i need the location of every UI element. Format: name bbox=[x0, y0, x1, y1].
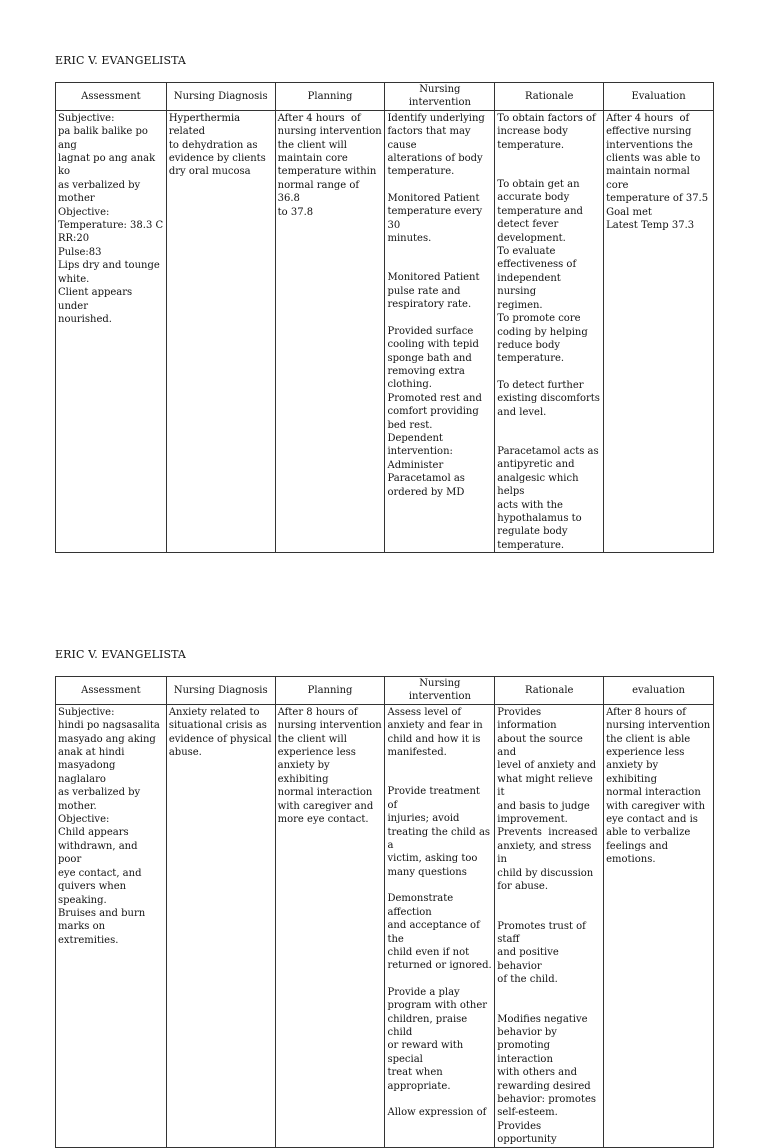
cell-line: child even if not bbox=[387, 946, 470, 958]
cell-line: about the source and bbox=[497, 733, 586, 759]
cell-line bbox=[497, 894, 601, 907]
cell-line: pa balik balike po ang bbox=[58, 126, 152, 151]
cell-line: Monitored Patient bbox=[387, 192, 480, 204]
cell-line bbox=[387, 1093, 492, 1106]
cell-line: rewarding desired bbox=[497, 1080, 591, 1092]
cell-line: clients was able to bbox=[606, 153, 701, 165]
cell-line bbox=[387, 245, 492, 258]
cell-line: regulate body bbox=[497, 526, 568, 538]
cell-line: self-esteem. bbox=[497, 1107, 558, 1119]
cell-line: After 4 hours of bbox=[606, 112, 690, 124]
cell-line: Pulse:83 bbox=[58, 246, 102, 258]
cell-line: injuries; avoid bbox=[387, 813, 460, 825]
cell-line bbox=[387, 879, 492, 892]
cell-line: returned or ignored. bbox=[387, 960, 492, 972]
cell-line: child by discussion bbox=[497, 867, 594, 879]
planning-cell bbox=[275, 704, 385, 1147]
cell-line: lagnat po ang anak ko bbox=[58, 153, 159, 178]
cell-line: with caregiver and bbox=[277, 800, 374, 812]
cell-line: Lips dry and tounge bbox=[58, 260, 160, 272]
cell-line: After 8 hours of bbox=[606, 706, 687, 718]
cell-line: Prevents increased bbox=[497, 827, 598, 839]
cell-line: withdrawn, and poor bbox=[58, 840, 141, 866]
cell-line: and basis to judge bbox=[497, 800, 590, 812]
cell-line: treating the child as a bbox=[387, 826, 494, 852]
cell-line: respiratory rate. bbox=[387, 299, 472, 311]
cell-line: minutes. bbox=[387, 233, 432, 245]
cell-line: appropriate. bbox=[387, 1080, 451, 1092]
cell-line bbox=[387, 312, 492, 325]
cell-line: improvement. bbox=[497, 814, 568, 826]
cell-line: normal interaction bbox=[277, 787, 373, 799]
cell-line: as verbalized by bbox=[58, 787, 141, 799]
header-assessment: Assessment bbox=[56, 83, 167, 111]
cell-line: accurate body bbox=[497, 192, 570, 204]
cell-line: temperature within bbox=[277, 166, 377, 178]
assessment-cell bbox=[56, 704, 167, 1147]
cell-line: maintain normal core bbox=[606, 166, 694, 191]
cell-line: normal range of 36.8 bbox=[277, 179, 363, 205]
cell-line: Bruises and burn bbox=[58, 907, 146, 919]
cell-line: detect fever bbox=[497, 219, 559, 231]
cell-line: the client will bbox=[277, 733, 347, 745]
cell-line: nourished. bbox=[58, 313, 112, 325]
cell-line: hindi po nagsasalita bbox=[58, 720, 160, 732]
cell-line: Promotes trust of staff bbox=[497, 920, 590, 945]
cell-line: evidence by clients bbox=[168, 153, 266, 165]
cell-line bbox=[497, 907, 601, 920]
cell-line: nursing intervention bbox=[606, 720, 711, 732]
cell-line: temperature. bbox=[387, 166, 455, 178]
cell-line: promoting interaction bbox=[497, 1040, 554, 1065]
cell-line: To obtain factors of bbox=[497, 112, 596, 124]
cell-line: mother. bbox=[58, 800, 97, 812]
cell-line: maintain core bbox=[277, 153, 348, 165]
cell-line: increase body bbox=[497, 126, 568, 138]
cell-line: Objective: bbox=[58, 206, 110, 218]
cell-line: experience less bbox=[606, 747, 685, 759]
cell-line: quivers when bbox=[58, 881, 127, 893]
header-planning: Planning bbox=[275, 677, 385, 705]
cell-line bbox=[387, 772, 492, 785]
evaluation-cell bbox=[604, 704, 714, 1147]
cell-line: with others and bbox=[497, 1067, 577, 1079]
cell-line: analgesic which helps bbox=[497, 472, 582, 498]
cell-line: for abuse. bbox=[497, 881, 549, 893]
cell-line: cooling with tepid bbox=[387, 339, 479, 351]
rationale-cell bbox=[495, 704, 604, 1147]
cell-line: independent nursing bbox=[497, 272, 564, 298]
cell-line: level of anxiety and bbox=[497, 760, 597, 772]
cell-line: normal interaction bbox=[606, 787, 701, 799]
cell-line: with caregiver with bbox=[606, 800, 706, 812]
header-nursing-diagnosis: Nursing Diagnosis bbox=[166, 83, 275, 111]
header-nursing-intervention: Nursing intervention bbox=[385, 83, 495, 111]
cell-line: behavior: promotes bbox=[497, 1093, 596, 1105]
cell-line: comfort providing bbox=[387, 406, 479, 418]
cell-line: behavior by bbox=[497, 1026, 557, 1038]
cell-line: Latest Temp 37.3 bbox=[606, 220, 695, 232]
cell-line: ordered by MD bbox=[387, 486, 465, 498]
cell-line: intervention: bbox=[387, 446, 453, 458]
cell-line: more eye contact. bbox=[277, 814, 369, 826]
cell-line: to dehydration as bbox=[168, 139, 258, 151]
cell-line: development. bbox=[497, 232, 566, 244]
cell-line: anak at hindi bbox=[58, 747, 125, 759]
cell-line: marks on extremities. bbox=[58, 921, 119, 946]
cell-line: Demonstrate affection bbox=[387, 893, 457, 918]
evaluation-cell bbox=[604, 110, 714, 552]
cell-line bbox=[497, 419, 601, 432]
assessment-cell bbox=[56, 110, 167, 552]
cell-line: and positive behavior bbox=[497, 947, 563, 972]
cell-line: able to verbalize bbox=[606, 827, 691, 839]
cell-line: and level. bbox=[497, 406, 547, 418]
cell-line: removing extra bbox=[387, 365, 465, 377]
cell-line: what might relieve it bbox=[497, 773, 596, 799]
cell-line: Provided surface bbox=[387, 325, 474, 337]
header-row bbox=[56, 83, 714, 111]
cell-line: anxiety by exhibiting bbox=[277, 760, 333, 785]
author-name-plan-1: ERIC V. EVANGELISTA bbox=[55, 54, 186, 67]
cell-line: temperature and bbox=[497, 205, 583, 217]
cell-line: many questions bbox=[387, 866, 467, 878]
cell-line: After 8 hours of bbox=[277, 706, 358, 718]
header-planning: Planning bbox=[275, 83, 385, 111]
cell-line: to 37.8 bbox=[277, 206, 314, 218]
header-nursing-diagnosis: Nursing Diagnosis bbox=[166, 677, 275, 705]
cell-line: temperature. bbox=[497, 139, 565, 151]
cell-line: anxiety, and stress in bbox=[497, 840, 595, 866]
cell-line: existing discomforts bbox=[497, 393, 600, 405]
cell-line: Child appears bbox=[58, 827, 129, 839]
cell-line: reduce body bbox=[497, 339, 561, 351]
cell-line: Provide treatment of bbox=[387, 786, 484, 811]
cell-line bbox=[497, 165, 601, 178]
rationale-cell bbox=[495, 110, 604, 552]
cell-line: Subjective: bbox=[58, 706, 115, 718]
cell-line: program with other bbox=[387, 1000, 488, 1012]
cell-line: Identify underlying bbox=[387, 112, 485, 124]
cell-line bbox=[497, 366, 601, 379]
cell-line: pulse rate and bbox=[387, 285, 461, 297]
header-evaluation: Evaluation bbox=[604, 83, 714, 111]
nursing-diagnosis-cell bbox=[166, 110, 275, 552]
cell-line: Anxiety related to bbox=[168, 706, 260, 718]
author-name-plan-2: ERIC V. EVANGELISTA bbox=[55, 648, 186, 661]
cell-line bbox=[497, 987, 601, 1000]
cell-line: children, praise child bbox=[387, 1013, 471, 1038]
cell-line bbox=[497, 432, 601, 445]
header-rationale: Rationale bbox=[495, 677, 604, 705]
cell-line: Client appears under bbox=[58, 287, 136, 312]
cell-line: RR:20 bbox=[58, 233, 90, 245]
header-assessment: Assessment bbox=[56, 677, 167, 705]
cell-line: emotions. bbox=[606, 854, 656, 866]
cell-line bbox=[387, 258, 492, 271]
cell-line: antipyretic and bbox=[497, 459, 575, 471]
cell-line: Paracetamol acts as bbox=[497, 445, 599, 457]
header-evaluation: evaluation bbox=[604, 677, 714, 705]
cell-line: and acceptance of the bbox=[387, 920, 483, 945]
cell-line: experience less bbox=[277, 747, 356, 759]
header-nursing-intervention: Nursing intervention bbox=[385, 677, 495, 705]
care-plan-table-anxiety bbox=[55, 676, 714, 1148]
cell-line: interventions the bbox=[606, 139, 693, 151]
cell-line: To promote core bbox=[497, 313, 581, 325]
cell-line: Paracetamol as bbox=[387, 473, 465, 485]
cell-line bbox=[497, 1000, 601, 1013]
cell-line: Subjective: bbox=[58, 112, 115, 124]
header-row bbox=[56, 677, 714, 705]
cell-line: situational crisis as bbox=[168, 720, 267, 732]
cell-line: hypothalamus to bbox=[497, 512, 582, 524]
cell-line: Objective: bbox=[58, 814, 110, 826]
cell-line: To detect further bbox=[497, 379, 584, 391]
cell-line: bed rest. bbox=[387, 419, 433, 431]
cell-line: regimen. bbox=[497, 299, 543, 311]
cell-line: Provides information bbox=[497, 706, 557, 732]
cell-line: nursing intervention bbox=[277, 720, 382, 732]
cell-line: Provides opportunity bbox=[497, 1120, 557, 1146]
cell-line: temperature. bbox=[497, 539, 565, 551]
cell-line: masyadong naglalaro bbox=[58, 760, 119, 785]
cell-line: factors that may cause bbox=[387, 126, 474, 151]
cell-line: Monitored Patient bbox=[387, 272, 480, 284]
cell-line: mother bbox=[58, 193, 95, 205]
cell-line: After 4 hours of bbox=[277, 112, 361, 124]
cell-line bbox=[497, 152, 601, 165]
cell-line: the client is able bbox=[606, 733, 691, 745]
cell-line bbox=[387, 179, 492, 192]
cell-line: acts with the bbox=[497, 499, 563, 511]
cell-line: masyado ang aking bbox=[58, 733, 156, 745]
cell-line: Promoted rest and bbox=[387, 392, 482, 404]
cell-line: eye contact and is bbox=[606, 814, 698, 826]
cell-line: as verbalized by bbox=[58, 179, 141, 191]
cell-line: temperature. bbox=[497, 353, 565, 365]
cell-line: eye contact, and bbox=[58, 867, 142, 879]
cell-line: Goal met bbox=[606, 206, 652, 218]
planning-cell bbox=[275, 110, 385, 552]
header-rationale: Rationale bbox=[495, 83, 604, 111]
cell-line: anxiety and fear in bbox=[387, 720, 483, 732]
cell-line: alterations of body bbox=[387, 153, 483, 165]
cell-line bbox=[387, 759, 492, 772]
cell-line: speaking. bbox=[58, 894, 107, 906]
cell-line: manifested. bbox=[387, 747, 447, 759]
cell-line: Allow expression of bbox=[387, 1106, 487, 1118]
cell-line: coding by helping bbox=[497, 326, 588, 338]
cell-line: evidence of physical bbox=[168, 733, 272, 745]
cell-line: Provide a play bbox=[387, 986, 460, 998]
cell-line bbox=[387, 973, 492, 986]
cell-line: feelings and bbox=[606, 840, 668, 852]
cell-line: abuse. bbox=[168, 747, 202, 759]
cell-line: To obtain get an bbox=[497, 179, 580, 191]
cell-line: To evaluate bbox=[497, 246, 556, 258]
cell-line: clothing. bbox=[387, 379, 432, 391]
nursing-diagnosis-cell bbox=[166, 704, 275, 1147]
cell-line: Temperature: 38.3 C bbox=[58, 220, 164, 232]
table-row bbox=[56, 110, 714, 552]
cell-line: or reward with special bbox=[387, 1040, 467, 1065]
cell-line: the client will bbox=[277, 139, 347, 151]
cell-line: effective nursing bbox=[606, 126, 692, 138]
cell-line: Administer bbox=[387, 459, 444, 471]
cell-line: nursing intervention bbox=[277, 126, 382, 138]
cell-line: child and how it is bbox=[387, 733, 481, 745]
table-row bbox=[56, 704, 714, 1147]
cell-line: temperature every 30 bbox=[387, 206, 486, 231]
cell-line: Assess level of bbox=[387, 706, 462, 718]
cell-line: Modifies negative bbox=[497, 1013, 588, 1025]
cell-line: anxiety by exhibiting bbox=[606, 760, 662, 785]
cell-line: treat when bbox=[387, 1067, 443, 1079]
cell-line: of the child. bbox=[497, 974, 558, 986]
nursing-intervention-cell bbox=[385, 110, 495, 552]
cell-line: white. bbox=[58, 273, 90, 285]
nursing-intervention-cell bbox=[385, 704, 495, 1147]
cell-line: dry oral mucosa bbox=[168, 166, 251, 178]
cell-line: victim, asking too bbox=[387, 853, 478, 865]
cell-line: Dependent bbox=[387, 432, 443, 444]
care-plan-table-hyperthermia bbox=[55, 82, 714, 553]
cell-line: sponge bath and bbox=[387, 352, 472, 364]
cell-line: Hyperthermia related bbox=[168, 112, 244, 138]
cell-line: effectiveness of bbox=[497, 259, 577, 271]
cell-line: temperature of 37.5 bbox=[606, 193, 709, 205]
